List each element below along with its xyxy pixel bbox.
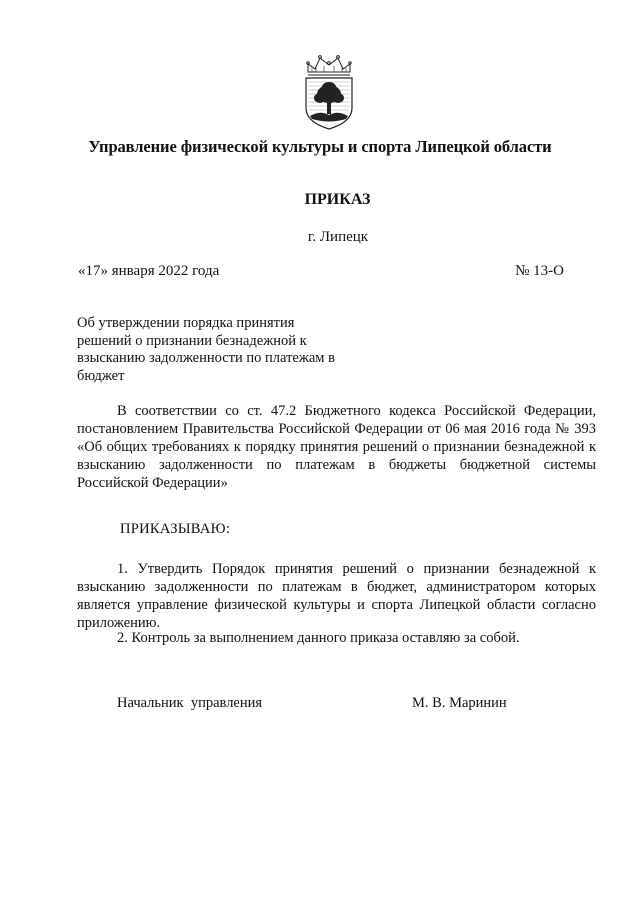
signatory-name: М. В. Маринин	[412, 695, 507, 711]
document-type-heading: ПРИКАЗ	[304, 191, 371, 208]
organization-title: Управление физической культуры и спорта Липецкой области	[88, 137, 552, 156]
subject-line: взысканию задолженности по платежам в	[77, 350, 335, 366]
preamble-paragraph: В соответствии со ст. 47.2 Бюджетного кодекса Российской Федерации, постановлением Правительства Российской Федерации от 06 мая 2016 года № 393 «Об общих требованиях к порядку принятия решений о признании безнадежной к взысканию задолженности по платежам в бюджеты бюджетной системы Российской Федерации»	[77, 403, 596, 491]
lipetsk-coat-of-arms-icon	[298, 52, 360, 132]
document-number: № 13-О	[515, 263, 564, 279]
order-word: ПРИКАЗЫВАЮ:	[120, 521, 231, 537]
document-date: «17» января 2022 года	[78, 263, 220, 279]
city-label: г. Липецк	[307, 229, 369, 245]
subject-line: бюджет	[77, 367, 125, 384]
subject-line: решений о признании безнадежной к	[77, 332, 307, 349]
order-item: 2. Контроль за выполнением данного приказа оставляю за собой.	[117, 630, 520, 646]
document-subject	[77, 315, 367, 385]
subject-line: Об утверждении порядка принятия	[77, 315, 295, 331]
signatory-title: Начальник управления	[117, 695, 263, 711]
order-item: 1. Утвердить Порядок принятия решений о признании безнадежной к взысканию задолженности по платежам в бюджет, администратором которых является управление физической культуры и спорта Липецкой области согласно приложению.	[77, 561, 596, 631]
